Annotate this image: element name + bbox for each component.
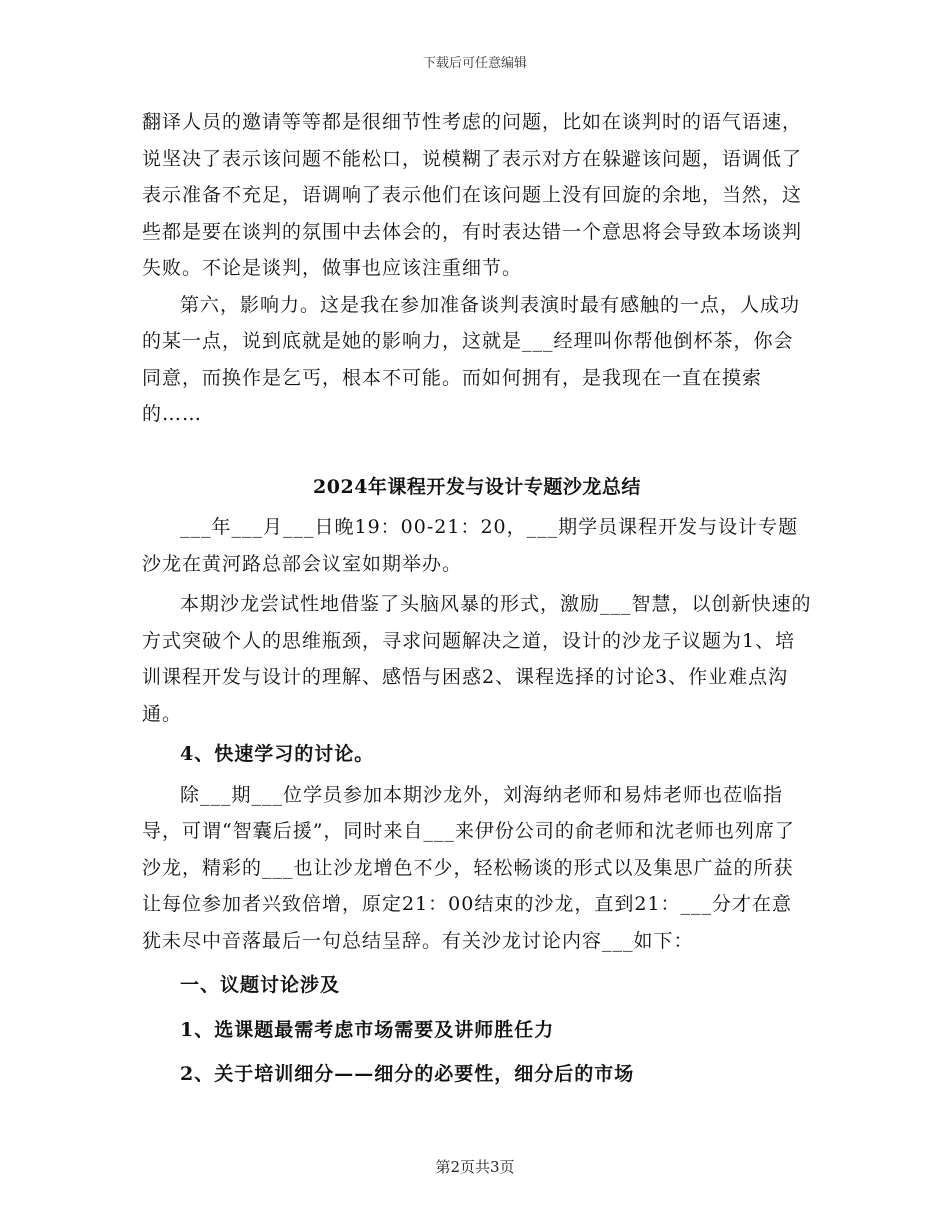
page-number: 第2页共3页 <box>435 1158 515 1176</box>
section-gap <box>142 433 812 469</box>
article-title: 2024年课程开发与设计专题沙龙总结 <box>313 475 641 498</box>
paragraph-intro: ___年___月___日晚19：00-21：20，___期学员课程开发与设计专题沙龙在黄河路总部会议室如期举办。 <box>142 516 799 575</box>
paragraph-format: 本期沙龙尝试性地借鉴了头脑风暴的形式，激励___智慧，以创新快速的方式突破个人的思维瓶颈，寻求问题解决之道，设计的沙龙子议题为1、培训课程开发与设计的理解、感悟与困惑2、课程选择的讨论3、作业难点沟通。 <box>142 593 812 725</box>
topic-item-2: 2、关于培训细分——细分的必要性，细分后的市场 <box>180 1063 635 1085</box>
paragraph-continuation: 翻译人员的邀请等等都是很细节性考虑的问题，比如在谈判时的语气语速，说坚决了表示该问题不能松口，说模糊了表示对方在躲避该问题，语调低了表示准备不充足，语调响了表示他们在该问题上没有回旋的余地，当然，这些都是要在谈判的氛围中去体会的，有时表达错一个意思将会导致本场谈判失败。不论是谈判，做事也应该注重细节。 <box>142 111 803 279</box>
topic-item-1: 1、选课题最需考虑市场需要及讲师胜任力 <box>180 1018 555 1041</box>
section-heading-topics: 一、议题讨论涉及 <box>180 974 341 996</box>
document-body <box>142 104 812 1093</box>
page-header: 下载后可任意编辑 <box>422 56 527 71</box>
item-fast-learning: 4、快速学习的讨论。 <box>180 743 375 765</box>
paragraph-attendees: 除___期___位学员参加本期沙龙外，刘海纳老师和易炜老师也莅临指导，可谓“智囊后援”，同时来自___来伊份公司的俞老师和沈老师也列席了沙龙，精彩的___也让沙龙增色不少，轻松畅谈的形式以及集思广益的所获让每位参加者兴致倍增，原定21：00结束的沙龙，直到21：___分才在意犹未尽中音落最后一句总结呈辞。有关沙龙讨论内容___如下： <box>142 783 795 952</box>
paragraph-influence: 第六，影响力。这是我在参加准备谈判表演时最有感触的一点，人成功的某一点，说到底就是她的影响力，这就是___经理叫你帮他倒杯茶，你会同意，而换作是乞丐，根本不可能。而如何拥有，是我现在一直在摸索的…… <box>142 293 801 425</box>
